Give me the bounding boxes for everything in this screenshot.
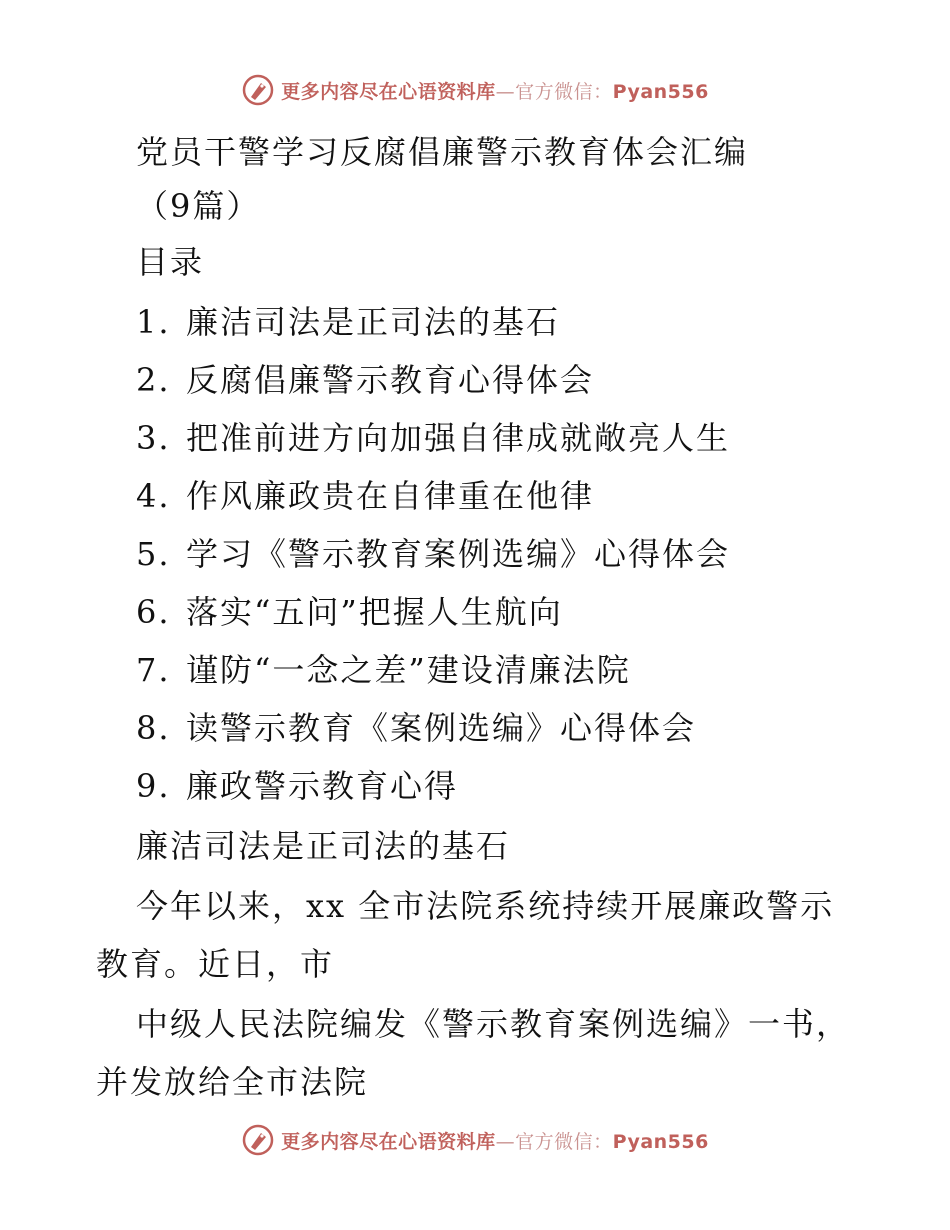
- toc-item-text: 读警示教育《案例选编》心得体会: [186, 709, 697, 747]
- body-paragraph-line: 教育。近日，市: [96, 945, 335, 983]
- pen-nib-logo-icon: [241, 73, 275, 107]
- body-paragraph-line: 中级人民法院编发《警示教育案例选编》一书，: [136, 1005, 851, 1043]
- toc-item-number: 1.: [136, 303, 171, 341]
- toc-item-8[interactable]: [136, 706, 696, 750]
- toc-item-9[interactable]: [136, 764, 458, 808]
- toc-item-6[interactable]: [136, 590, 563, 634]
- toc-item-number: 3.: [136, 419, 171, 457]
- toc-item-text: 把准前进方向加强自律成就敞亮人生: [186, 419, 731, 457]
- body-paragraph-line: 并发放给全市法院: [96, 1063, 369, 1101]
- document-title: 党员干警学习反腐倡廉警示教育体会汇编: [136, 133, 749, 171]
- toc-item-number: 4.: [136, 477, 171, 515]
- watermark-text: 更多内容尽在心语资料库—官方微信：Pyan556: [281, 1130, 709, 1153]
- toc-item-1[interactable]: [136, 300, 560, 344]
- toc-item-text: 学习《警示教育案例选编》心得体会: [186, 535, 731, 573]
- document-subtitle: （9篇）: [136, 187, 261, 225]
- toc-item-3[interactable]: [136, 416, 730, 460]
- toc-item-number: 2.: [136, 361, 171, 399]
- toc-item-4[interactable]: [136, 474, 594, 518]
- toc-item-text: 作风廉政贵在自律重在他律: [186, 477, 595, 515]
- toc-item-text: 廉洁司法是正司法的基石: [186, 303, 561, 341]
- section-title: 廉洁司法是正司法的基石: [136, 827, 511, 865]
- watermark-banner-bottom: [0, 1120, 950, 1160]
- toc-item-number: 6.: [136, 593, 171, 631]
- watermark-text: 更多内容尽在心语资料库—官方微信：Pyan556: [281, 80, 709, 103]
- toc-item-number: 5.: [136, 535, 171, 573]
- toc-heading: 目录: [136, 243, 205, 281]
- toc-item-2[interactable]: [136, 358, 594, 402]
- toc-item-7[interactable]: [136, 648, 631, 692]
- watermark-banner-top: [0, 70, 950, 110]
- body-paragraph-line: 今年以来，xx 全市法院系统持续开展廉政警示: [136, 887, 835, 925]
- toc-item-5[interactable]: [136, 532, 730, 576]
- toc-item-text: 廉政警示教育心得: [186, 767, 459, 805]
- toc-item-text: 谨防“一念之差”建设清廉法院: [186, 651, 631, 689]
- pen-nib-logo-icon: [241, 1123, 275, 1157]
- toc-item-text: 反腐倡廉警示教育心得体会: [186, 361, 595, 399]
- toc-item-number: 8.: [136, 709, 171, 747]
- toc-item-number: 9.: [136, 767, 171, 805]
- toc-item-number: 7.: [136, 651, 171, 689]
- toc-item-text: 落实“五问”把握人生航向: [186, 593, 563, 631]
